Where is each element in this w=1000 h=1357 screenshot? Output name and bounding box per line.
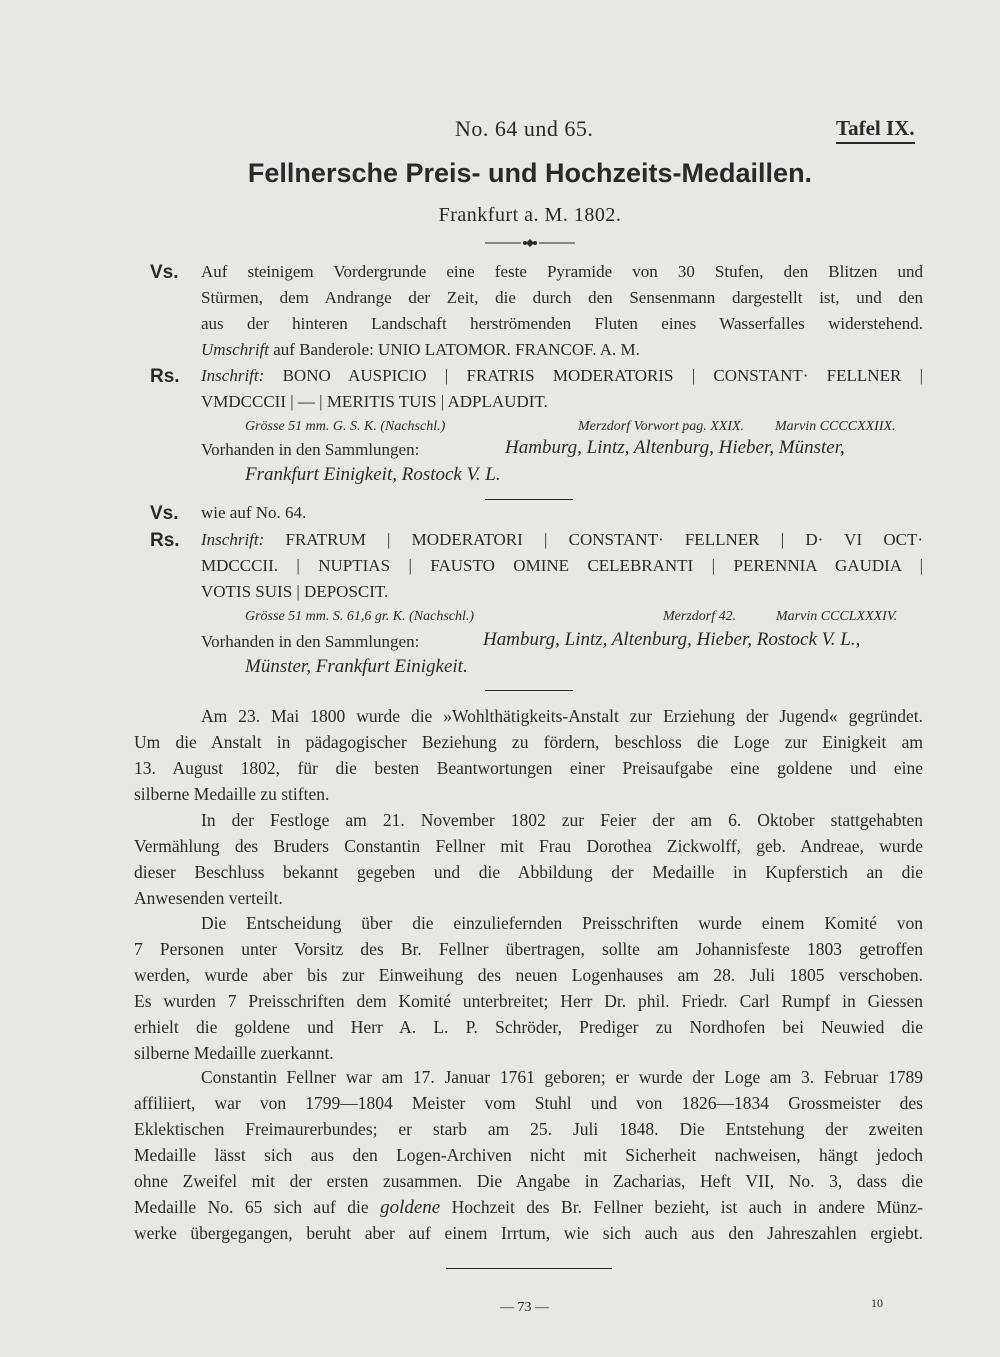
paragraph-line: erhielt die goldene und Herr A. L. P. Schröder, Prediger zu Nordhofen bei Neuwied die: [134, 1017, 923, 1037]
paragraph-line: 13. August 1802, für die besten Beantwortungen einer Preisaufgabe eine goldene und eine: [134, 758, 923, 778]
paragraph-line: Die Entscheidung über die einzuliefernden Preisschriften wurde einem Komité von: [201, 913, 923, 933]
inscription-text: BONO AUSPICIO | FRATRIS MODERATORIS | CONSTANT· FELLNER |: [282, 366, 923, 385]
collections-list: Frankfurt Einigkeit, Rostock V. L.: [245, 464, 501, 485]
paragraph-line: Medaille lässt sich aus den Logen-Archiven nicht mit Sicherheit nachweisen, hängt jedoch: [134, 1145, 923, 1165]
paragraph-line: Um die Anstalt in pädagogischer Beziehung zu fördern, beschloss die Loge zur Einigkeit am: [134, 732, 923, 752]
reverse-inscription-line: MDCCCII. | NUPTIAS | FAUSTO OMINE CELEBRANTI | PERENNIA GAUDIA |: [201, 556, 923, 575]
reverse-inscription-line: [201, 366, 923, 386]
paragraph-line: Am 23. Mai 1800 wurde die »Wohlthätigkeits-Anstalt zur Erziehung der Jugend« gegründet.: [201, 706, 923, 726]
reference-merzdorf: Merzdorf 42.: [663, 609, 737, 624]
ornament-divider: [485, 236, 575, 250]
paragraph-line: ohne Zweifel mit der ersten zusammen. Die Angabe in Zacharias, Heft VII, No. 3, dass die: [134, 1171, 923, 1191]
umschrift-label: Umschrift: [201, 340, 269, 359]
paragraph-line: silberne Medaille zu stiften.: [134, 784, 330, 804]
paragraph-line: affiliiert, war von 1799—1804 Meister vom Stuhl und von 1826—1834 Grossmeister des: [134, 1093, 923, 1113]
paragraph-line: [134, 1197, 923, 1219]
paragraph-line: werke übergegangen, beruht aber auf einem Irrtum, wie sich auch aus den Jahreszahlen ergiebt.: [134, 1223, 923, 1243]
reverse-inscription-line: VOTIS SUIS | DEPOSCIT.: [201, 582, 389, 601]
inschrift-label: Inschrift:: [201, 366, 265, 385]
reference-size: Grösse 51 mm. G. S. K. (Nachschl.): [245, 419, 446, 434]
inscription-text: FRATRUM | MODERATORI | CONSTANT· FELLNER | D· VI OCT·: [285, 530, 923, 549]
plate-label: Tafel IX.: [836, 116, 915, 144]
paragraph-line: Vermählung des Bruders Constantin Fellner mit Frau Dorothea Zickwolff, geb. Andreae, wurde: [134, 836, 923, 856]
collections-label: Vorhanden in den Sammlungen:: [201, 632, 420, 651]
page-title: Fellnersche Preis- und Hochzeits-Medaillen.: [247, 158, 813, 188]
emphasis-goldene: goldene: [380, 1197, 441, 1218]
reference-marvin: Marvin CCCCXXIIX.: [775, 419, 896, 434]
reference-merzdorf: Merzdorf Vorwort pag. XXIX.: [578, 419, 745, 434]
text-segment: Hochzeit des Br. Fellner bezieht, ist auch in andere Münz-: [451, 1197, 924, 1217]
text-segment: Medaille No. 65 sich auf die: [134, 1197, 369, 1217]
collections-list: Münster, Frankfurt Einigkeit.: [245, 656, 468, 677]
section-divider: [485, 690, 573, 691]
sheet-signature: 10: [871, 1296, 883, 1310]
obverse-description-line: aus der hinteren Landschaft herströmenden Fluten eines Wasserfalles widerstehend.: [201, 314, 923, 333]
obverse-description-line: wie auf No. 64.: [201, 503, 307, 522]
inschrift-label: Inschrift:: [201, 530, 265, 549]
umschrift-text: auf Banderole: UNIO LATOMOR. FRANCOF. A. M.: [273, 340, 640, 359]
reference-size: Grösse 51 mm. S. 61,6 gr. K. (Nachschl.): [245, 609, 475, 624]
medal-number-heading: No. 64 und 65.: [455, 116, 594, 141]
obverse-description-line: Auf steinigem Vordergrunde eine feste Pyramide von 30 Stufen, den Blitzen und: [201, 262, 923, 281]
paragraph-line: 7 Personen unter Vorsitz des Br. Fellner übertragen, sollte am Johannisfeste 1803 getroffen: [134, 939, 923, 959]
reverse-inscription-line: VMDCCCII | — | MERITIS TUIS | ADPLAUDIT.: [201, 392, 548, 411]
paragraph-line: In der Festloge am 21. November 1802 zur Feier der am 6. Oktober stattgehabten: [201, 810, 923, 830]
paragraph-line: Es wurden 7 Preisschriften dem Komité unterbreitet; Herr Dr. phil. Friedr. Carl Rumpf in Giessen: [134, 991, 923, 1011]
paragraph-line: Anwesenden verteilt.: [134, 888, 283, 908]
paragraph-line: werden, wurde aber bis zur Einweihung des neuen Logenhauses am 28. Juli 1805 verschoben.: [134, 965, 923, 985]
collections-label: Vorhanden in den Sammlungen:: [201, 440, 420, 459]
obverse-legend: [201, 340, 640, 360]
place-date-subtitle: Frankfurt a. M. 1802.: [438, 204, 622, 226]
obverse-label: Vs.: [150, 503, 179, 524]
reverse-inscription-line: [201, 530, 923, 550]
paragraph-line: silberne Medaille zuerkannt.: [134, 1043, 334, 1063]
obverse-label: Vs.: [150, 262, 179, 283]
paragraph-line: Eklektischen Freimaurerbundes; er starb am 25. Juli 1848. Die Entstehung der zweiten: [134, 1119, 923, 1139]
section-divider: [485, 499, 573, 500]
paragraph-line: dieser Beschluss bekannt gegeben und die Abbildung der Medaille in Kupferstich an die: [134, 862, 923, 882]
page-number: — 73 —: [500, 1300, 549, 1315]
collections-list: Hamburg, Lintz, Altenburg, Hieber, Rostock V. L.,: [483, 629, 861, 650]
collections-list: Hamburg, Lintz, Altenburg, Hieber, Münster,: [505, 437, 845, 458]
paragraph-line: Constantin Fellner war am 17. Januar 1761 geboren; er wurde der Loge am 3. Februar 1789: [201, 1067, 923, 1087]
reverse-label: Rs.: [150, 530, 180, 551]
reference-marvin: Marvin CCCLXXXIV.: [776, 609, 898, 624]
reverse-label: Rs.: [150, 366, 180, 387]
obverse-description-line: Stürmen, dem Andrange der Zeit, die durch den Sensenmann dargestellt ist, und den: [201, 288, 923, 307]
footer-divider: [446, 1268, 612, 1269]
